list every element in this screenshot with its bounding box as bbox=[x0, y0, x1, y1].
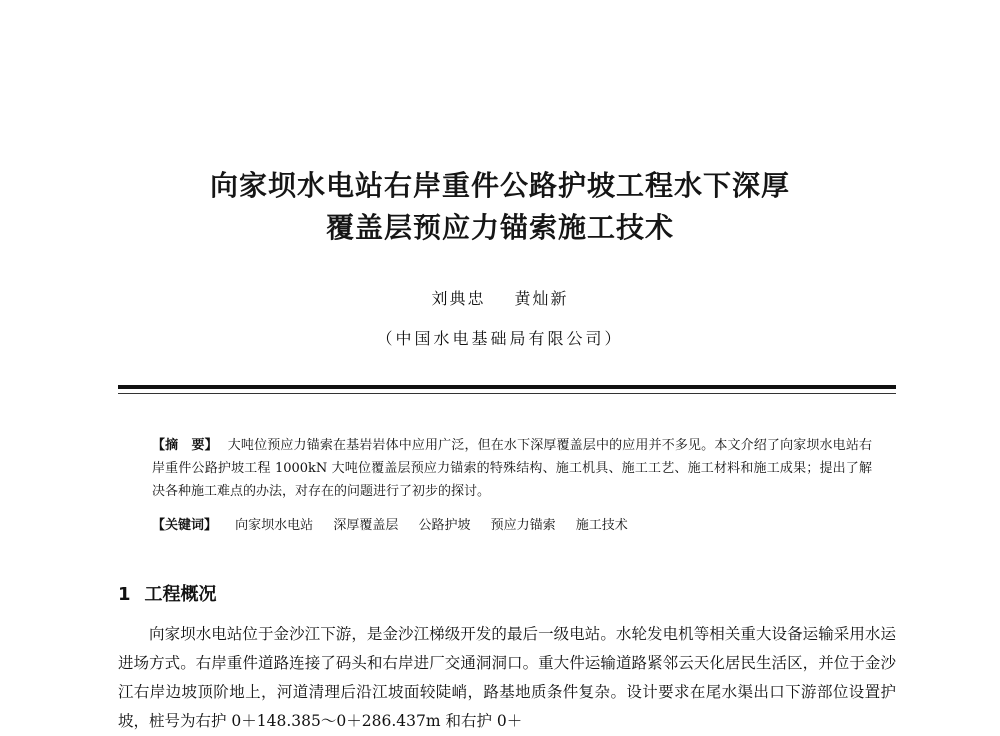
author-name: 黄灿新 bbox=[514, 289, 569, 308]
author-name: 刘典忠 bbox=[431, 289, 486, 308]
abstract-label: 【摘 要】 bbox=[152, 438, 218, 453]
abstract-block bbox=[152, 434, 872, 503]
header-divider-thick bbox=[118, 385, 896, 389]
author-list bbox=[0, 286, 1000, 309]
section-title: 工程概况 bbox=[144, 584, 217, 605]
keyword: 预应力锚索 bbox=[490, 518, 556, 533]
keyword: 公路护坡 bbox=[418, 518, 471, 533]
keywords-label: 【关键词】 bbox=[152, 518, 218, 533]
section-heading bbox=[118, 580, 217, 606]
section-number: 1 bbox=[118, 584, 131, 605]
author-affiliation: （中国水电基础局有限公司） bbox=[376, 329, 624, 348]
section-paragraph: 向家坝水电站位于金沙江下游，是金沙江梯级开发的最后一级电站。水轮发电机等相关重大设备运输采用水运进场方式。右岸重件道路连接了码头和右岸进厂交通洞洞口。重大件运输道路紧邻云天化居民生活区，并位于金沙江右岸边坡顶阶地上，河道清理后沿江坡面较陡峭，路基地质条件复杂。设计要求在尾水渠出口下游部位设置护坡，桩号为右护 0＋148.385～0＋286.437m 和右护 0＋ bbox=[118, 625, 896, 730]
abstract-text: 大吨位预应力锚索在基岩岩体中应用广泛，但在水下深厚覆盖层中的应用并不多见。本文介绍了向家坝水电站右岸重件公路护坡工程 1000kN 大吨位覆盖层预应力锚索的特殊结构、施工机具、施工工艺、施工材料和施工成果；提出了解决各种施工难点的办法，对存在的问题进行了初步的探讨。 bbox=[152, 438, 872, 499]
keyword: 深厚覆盖层 bbox=[333, 518, 399, 533]
header-divider-thin bbox=[118, 393, 896, 394]
keyword: 向家坝水电站 bbox=[235, 518, 314, 533]
paper-title-line-1: 向家坝水电站右岸重件公路护坡工程水下深厚 bbox=[209, 169, 790, 202]
keywords-block bbox=[152, 514, 872, 537]
keyword: 施工技术 bbox=[575, 518, 628, 533]
paper-title-line-2: 覆盖层预应力锚索施工技术 bbox=[325, 211, 674, 244]
